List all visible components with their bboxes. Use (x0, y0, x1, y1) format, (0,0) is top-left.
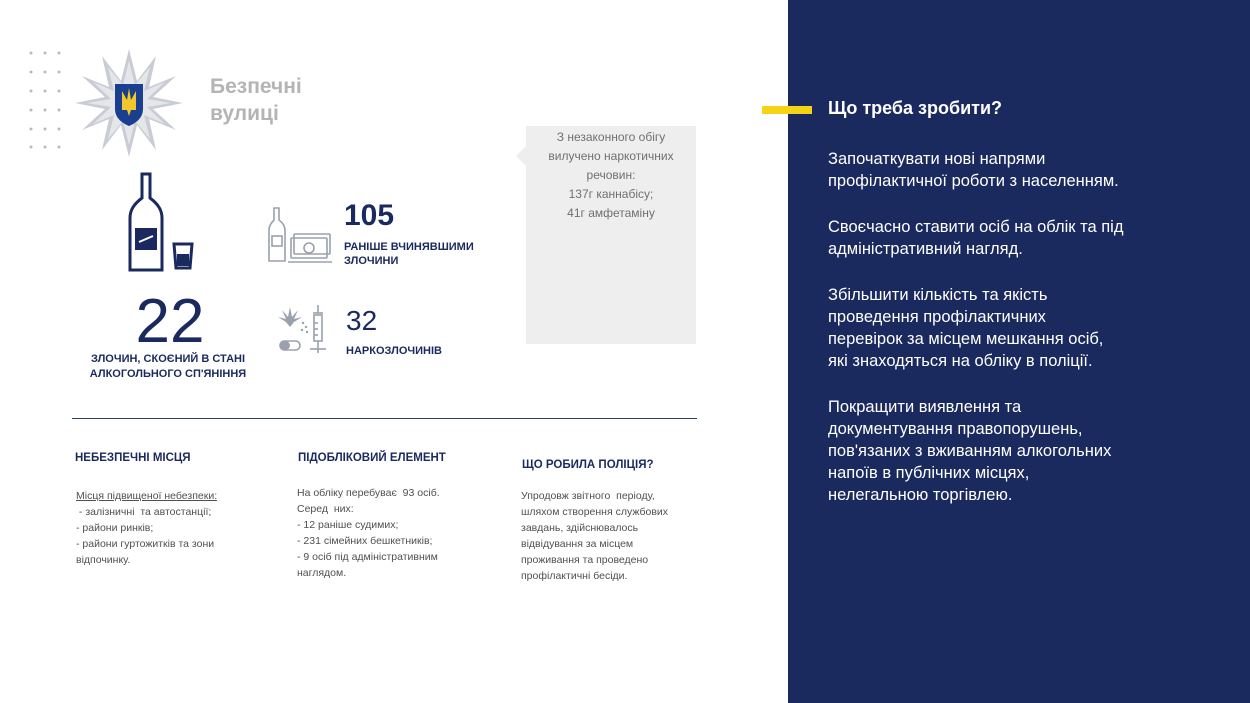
panel-paragraph-2 (828, 216, 1198, 260)
dangerous-places-heading: НЕБЕЗПЕЧНІ МІСЦЯ (75, 452, 191, 464)
registered-line: Серед них: (297, 503, 354, 515)
police-line: профілактичні бесіди. (521, 570, 628, 582)
bottle-money-icon (268, 206, 334, 264)
panel-line: напоїв в публічних місцях, (828, 464, 1030, 482)
panel-line: Своєчасно ставити осіб на облік та під (828, 218, 1124, 236)
police-line: завдань, здійснювалось (521, 522, 639, 534)
dangerous-places-subheading: Місця підвищеної небезпеки: (76, 490, 218, 502)
repeat-caption-line-2: ЗЛОЧИНИ (344, 255, 399, 267)
repeat-offenders-value: 105 (344, 199, 395, 232)
dangerous-line: - райони ринків; (76, 522, 154, 534)
callout-line: 137г каннабісу; (568, 187, 654, 201)
drunk-crimes-caption (74, 352, 262, 382)
panel-line: Започаткувати нові напрями (828, 150, 1046, 168)
bottle-glass-icon (128, 170, 198, 275)
police-actions-body (521, 488, 701, 584)
panel-line: профілактичної роботи з населенням. (828, 172, 1119, 190)
brand-line-2: вулиці (210, 102, 279, 125)
panel-line: пов'язаних з вживанням алкогольних (828, 442, 1112, 460)
registered-line: наглядом. (297, 567, 347, 579)
section-divider (72, 418, 697, 419)
seizure-callout (526, 126, 696, 344)
dangerous-line: відпочинку. (76, 554, 131, 566)
drunk-caption-line-1: ЗЛОЧИН, СКОЄНИЙ В СТАНІ (90, 353, 246, 365)
dots-grid-icon (28, 50, 64, 150)
panel-line: Покращити виявлення та (828, 398, 1022, 416)
panel-title: Що треба зробити? (828, 98, 1003, 118)
callout-line: З незаконного обігу (556, 130, 666, 144)
panel-paragraph-1 (828, 148, 1198, 192)
accent-bar (762, 106, 812, 114)
registered-line: - 9 осіб під адміністративним (297, 551, 438, 563)
brand-line-1: Безпечні (210, 75, 302, 98)
action-panel (788, 0, 1250, 703)
panel-line: Збільшити кількість та якість (828, 286, 1048, 304)
panel-paragraph-4 (828, 396, 1198, 506)
dangerous-places-body (76, 488, 276, 568)
repeat-offenders-caption (344, 240, 494, 268)
registered-line: - 12 раніше судимих; (297, 519, 399, 531)
registered-element-body (297, 485, 497, 581)
registered-element-heading: ПІДОБЛІКОВИЙ ЕЛЕМЕНТ (298, 452, 446, 464)
dangerous-line: - залізничні та автостанції; (76, 506, 212, 518)
drug-crimes-value: 32 (346, 305, 378, 336)
police-line: проживання та проведено (521, 554, 649, 566)
registered-line: На обліку перебуває 93 осіб. (297, 487, 440, 499)
callout-line: речовин: (586, 168, 636, 182)
repeat-caption-line-1: РАНІШЕ ВЧИНЯВШИМИ (344, 241, 474, 253)
panel-line: які знаходяться на обліку в поліції. (828, 352, 1093, 370)
cannabis-syringe-icon (278, 305, 330, 355)
drug-crimes-caption: НАРКОЗЛОЧИНІВ (346, 345, 442, 357)
panel-line: проведення профілактичних (828, 308, 1046, 326)
police-emblem-icon (74, 48, 184, 158)
callout-line: 41г амфетаміну (567, 206, 655, 220)
police-line: Упродовж звітного періоду, (521, 490, 655, 502)
police-actions-heading: ЩО РОБИЛА ПОЛІЦІЯ? (522, 459, 654, 471)
panel-line: адміністративний нагляд. (828, 240, 1023, 258)
callout-line: вилучено наркотичних (548, 149, 674, 163)
panel-paragraph-3 (828, 284, 1198, 372)
police-line: відвідування за місцем (521, 538, 634, 550)
brand-title (210, 73, 302, 127)
drunk-caption-line-2: АЛКОГОЛЬНОГО СП'ЯНІННЯ (89, 368, 247, 380)
dangerous-line: - райони гуртожитків та зони (76, 538, 215, 550)
drunk-crimes-value: 22 (135, 287, 205, 356)
panel-line: нелегальною торгівлею. (828, 486, 1013, 504)
police-line: шляхом створення службових (521, 506, 669, 518)
registered-line: - 231 сімейних бешкетників; (297, 535, 433, 547)
panel-line: перевірок за місцем мешкання осіб, (828, 330, 1104, 348)
panel-line: документування правопорушень, (828, 420, 1083, 438)
